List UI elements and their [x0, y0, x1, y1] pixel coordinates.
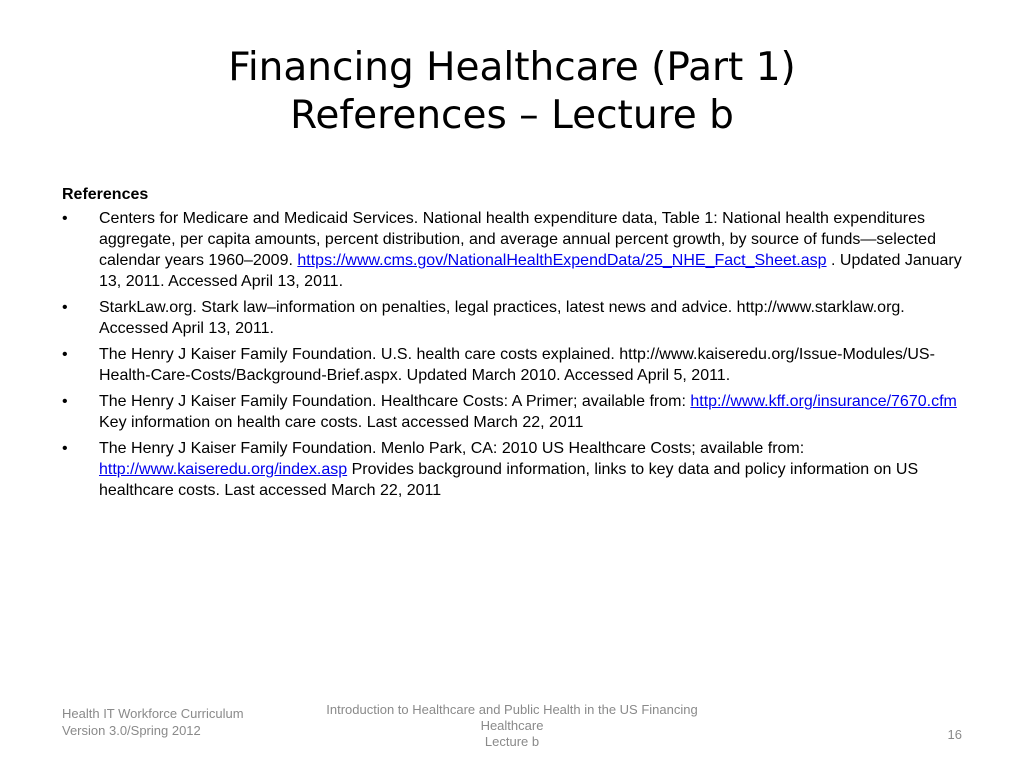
bullet-icon: • [62, 440, 68, 457]
kaiseredu-index-link[interactable]: http://www.kaiseredu.org/index.asp [99, 461, 348, 478]
footer-curriculum [62, 705, 244, 739]
references-content [62, 184, 962, 506]
bullet-icon: • [62, 346, 68, 363]
reference-text: The Henry J Kaiser Family Foundation. Menlo Park, CA: 2010 US Healthcare Costs; available from: [99, 440, 805, 457]
reference-item-4 [62, 391, 962, 433]
reference-text: StarkLaw.org. Stark law–information on penalties, legal practices, latest news and advice. http://www.starklaw.org. Accessed April 13, 2011. [99, 299, 905, 337]
bullet-icon: • [62, 299, 68, 316]
slide-title-line-1: Financing Healthcare (Part 1) [228, 45, 796, 90]
footer-course-title [300, 702, 724, 750]
slide-title [0, 44, 1024, 140]
reference-text: Provides background information, links to key data and policy information on US healthcare costs. Last accessed March 22, 2011 [99, 461, 919, 499]
reference-text: . Updated January 13, 2011. Accessed April 13, 2011. [99, 252, 962, 290]
reference-text: Centers for Medicare and Medicaid Services. National health expenditure data, Table 1: National health expenditures aggregate, per capita amounts, percent distribution, and average annual percent growth, by source of funds—selected calendar years 1960–2009. [99, 210, 936, 269]
references-list [62, 208, 962, 501]
footer-curriculum-line-2: Version 3.0/Spring 2012 [62, 723, 201, 738]
bullet-icon: • [62, 210, 68, 227]
reference-text: The Henry J Kaiser Family Foundation. Healthcare Costs: A Primer; available from: [99, 393, 691, 410]
reference-item-2 [62, 297, 962, 339]
footer-curriculum-line-1: Health IT Workforce Curriculum [62, 706, 244, 721]
cms-nhe-link[interactable]: https://www.cms.gov/NationalHealthExpendData/25_NHE_Fact_Sheet.asp [297, 252, 827, 269]
references-heading: References [62, 186, 149, 203]
slide-title-line-2: References – Lecture b [290, 93, 734, 138]
footer-course-line-1: Introduction to Healthcare and Public Health in the US Financing [326, 702, 698, 717]
footer-course-line-2: Healthcare [480, 718, 544, 733]
reference-text: The Henry J Kaiser Family Foundation. U.S. health care costs explained. http://www.kaiseredu.org/Issue-Modules/US-Health-Care-Costs/Background-Brief.aspx. Updated March 2010. Accessed April 5, 2011. [99, 346, 935, 384]
bullet-icon: • [62, 393, 68, 410]
reference-item-5 [62, 438, 962, 501]
reference-item-3 [62, 344, 962, 386]
reference-item-1 [62, 208, 962, 292]
reference-text: Key information on health care costs. Last accessed March 22, 2011 [99, 414, 584, 431]
kff-insurance-link[interactable]: http://www.kff.org/insurance/7670.cfm [690, 393, 957, 410]
page-number: 16 [947, 727, 962, 742]
footer-course-line-3: Lecture b [484, 734, 540, 749]
